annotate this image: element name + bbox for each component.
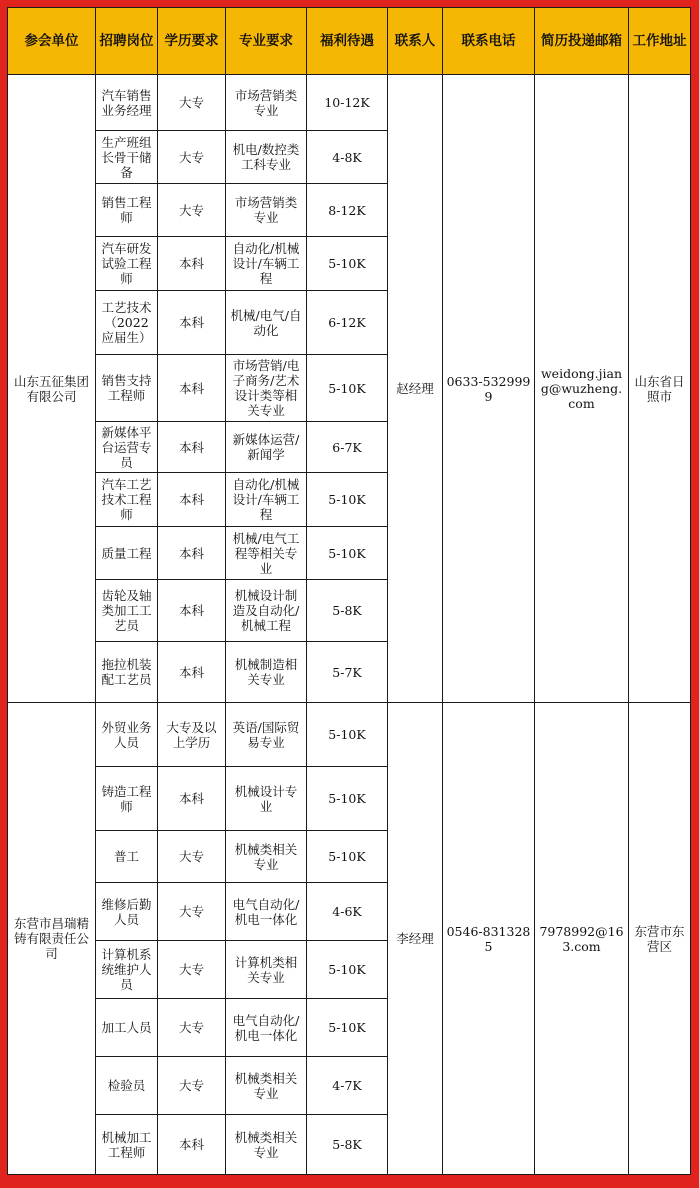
header-contact: 联系人 (388, 8, 443, 75)
salary-cell: 5-8K (307, 1115, 388, 1175)
position-cell: 销售支持工程师 (96, 355, 158, 422)
header-company: 参会单位 (8, 8, 96, 75)
major-cell: 机械类相关专业 (226, 1115, 307, 1175)
recruitment-table (7, 7, 691, 1175)
major-cell: 市场营销/电子商务/艺术设计类等相关专业 (226, 355, 307, 422)
major-cell: 自动化/机械设计/车辆工程 (226, 237, 307, 291)
email-cell: weidong.jiang@wuzheng.com (535, 75, 629, 703)
salary-cell: 5-10K (307, 941, 388, 999)
education-cell: 本科 (158, 237, 226, 291)
address-cell: 东营市东营区 (629, 703, 691, 1175)
position-cell: 拖拉机装配工艺员 (96, 642, 158, 703)
education-cell: 大专 (158, 1057, 226, 1115)
major-cell: 机械/电气工程等相关专业 (226, 527, 307, 580)
education-cell: 大专 (158, 999, 226, 1057)
salary-cell: 5-10K (307, 473, 388, 527)
header-row (8, 8, 691, 75)
education-cell: 大专 (158, 131, 226, 184)
table-row (8, 703, 691, 767)
education-cell: 本科 (158, 291, 226, 355)
header-major: 专业要求 (226, 8, 307, 75)
education-cell: 本科 (158, 422, 226, 473)
position-cell: 维修后勤人员 (96, 883, 158, 941)
contact-cell: 李经理 (388, 703, 443, 1175)
position-cell: 生产班组长骨干储备 (96, 131, 158, 184)
header-email: 简历投递邮箱 (535, 8, 629, 75)
position-cell: 计算机系统维护人员 (96, 941, 158, 999)
phone-cell: 0546-8313285 (443, 703, 535, 1175)
salary-cell: 10-12K (307, 75, 388, 131)
salary-cell: 5-10K (307, 831, 388, 883)
header-phone: 联系电话 (443, 8, 535, 75)
education-cell: 本科 (158, 767, 226, 831)
salary-cell: 5-10K (307, 527, 388, 580)
position-cell: 汽车研发试验工程师 (96, 237, 158, 291)
email-cell: 7978992@163.com (535, 703, 629, 1175)
header-address: 工作地址 (629, 8, 691, 75)
major-cell: 市场营销类专业 (226, 75, 307, 131)
position-cell: 齿轮及轴类加工工艺员 (96, 580, 158, 642)
salary-cell: 5-10K (307, 999, 388, 1057)
major-cell: 英语/国际贸易专业 (226, 703, 307, 767)
salary-cell: 6-12K (307, 291, 388, 355)
major-cell: 机电/数控类工科专业 (226, 131, 307, 184)
major-cell: 计算机类相关专业 (226, 941, 307, 999)
phone-cell: 0633-5329999 (443, 75, 535, 703)
company-name-cell: 东营市昌瑞精铸有限责任公司 (8, 703, 96, 1175)
major-cell: 电气自动化/机电一体化 (226, 999, 307, 1057)
salary-cell: 5-10K (307, 355, 388, 422)
header-salary: 福利待遇 (307, 8, 388, 75)
salary-cell: 5-10K (307, 703, 388, 767)
major-cell: 机械类相关专业 (226, 1057, 307, 1115)
position-cell: 工艺技术（2022应届生） (96, 291, 158, 355)
major-cell: 电气自动化/机电一体化 (226, 883, 307, 941)
major-cell: 市场营销类专业 (226, 184, 307, 237)
salary-cell: 5-10K (307, 767, 388, 831)
header-education: 学历要求 (158, 8, 226, 75)
education-cell: 大专 (158, 75, 226, 131)
position-cell: 机械加工工程师 (96, 1115, 158, 1175)
education-cell: 本科 (158, 527, 226, 580)
major-cell: 机械设计专业 (226, 767, 307, 831)
major-cell: 机械/电气/自动化 (226, 291, 307, 355)
salary-cell: 4-8K (307, 131, 388, 184)
major-cell: 机械设计制造及自动化/机械工程 (226, 580, 307, 642)
major-cell: 机械类相关专业 (226, 831, 307, 883)
table-row (8, 75, 691, 131)
position-cell: 销售工程师 (96, 184, 158, 237)
salary-cell: 6-7K (307, 422, 388, 473)
major-cell: 自动化/机械设计/车辆工程 (226, 473, 307, 527)
company-name-cell: 山东五征集团有限公司 (8, 75, 96, 703)
education-cell: 大专 (158, 184, 226, 237)
education-cell: 大专及以上学历 (158, 703, 226, 767)
education-cell: 大专 (158, 883, 226, 941)
salary-cell: 5-8K (307, 580, 388, 642)
education-cell: 大专 (158, 941, 226, 999)
salary-cell: 8-12K (307, 184, 388, 237)
position-cell: 铸造工程师 (96, 767, 158, 831)
position-cell: 质量工程 (96, 527, 158, 580)
position-cell: 普工 (96, 831, 158, 883)
education-cell: 本科 (158, 580, 226, 642)
address-cell: 山东省日照市 (629, 75, 691, 703)
education-cell: 本科 (158, 473, 226, 527)
contact-cell: 赵经理 (388, 75, 443, 703)
education-cell: 本科 (158, 642, 226, 703)
position-cell: 新媒体平台运营专员 (96, 422, 158, 473)
recruitment-table-frame (7, 7, 693, 1175)
salary-cell: 4-7K (307, 1057, 388, 1115)
salary-cell: 5-10K (307, 237, 388, 291)
header-position: 招聘岗位 (96, 8, 158, 75)
salary-cell: 5-7K (307, 642, 388, 703)
position-cell: 外贸业务人员 (96, 703, 158, 767)
major-cell: 机械制造相关专业 (226, 642, 307, 703)
position-cell: 检验员 (96, 1057, 158, 1115)
salary-cell: 4-6K (307, 883, 388, 941)
position-cell: 加工人员 (96, 999, 158, 1057)
position-cell: 汽车销售业务经理 (96, 75, 158, 131)
position-cell: 汽车工艺技术工程师 (96, 473, 158, 527)
education-cell: 本科 (158, 355, 226, 422)
education-cell: 本科 (158, 1115, 226, 1175)
education-cell: 大专 (158, 831, 226, 883)
major-cell: 新媒体运营/新闻学 (226, 422, 307, 473)
